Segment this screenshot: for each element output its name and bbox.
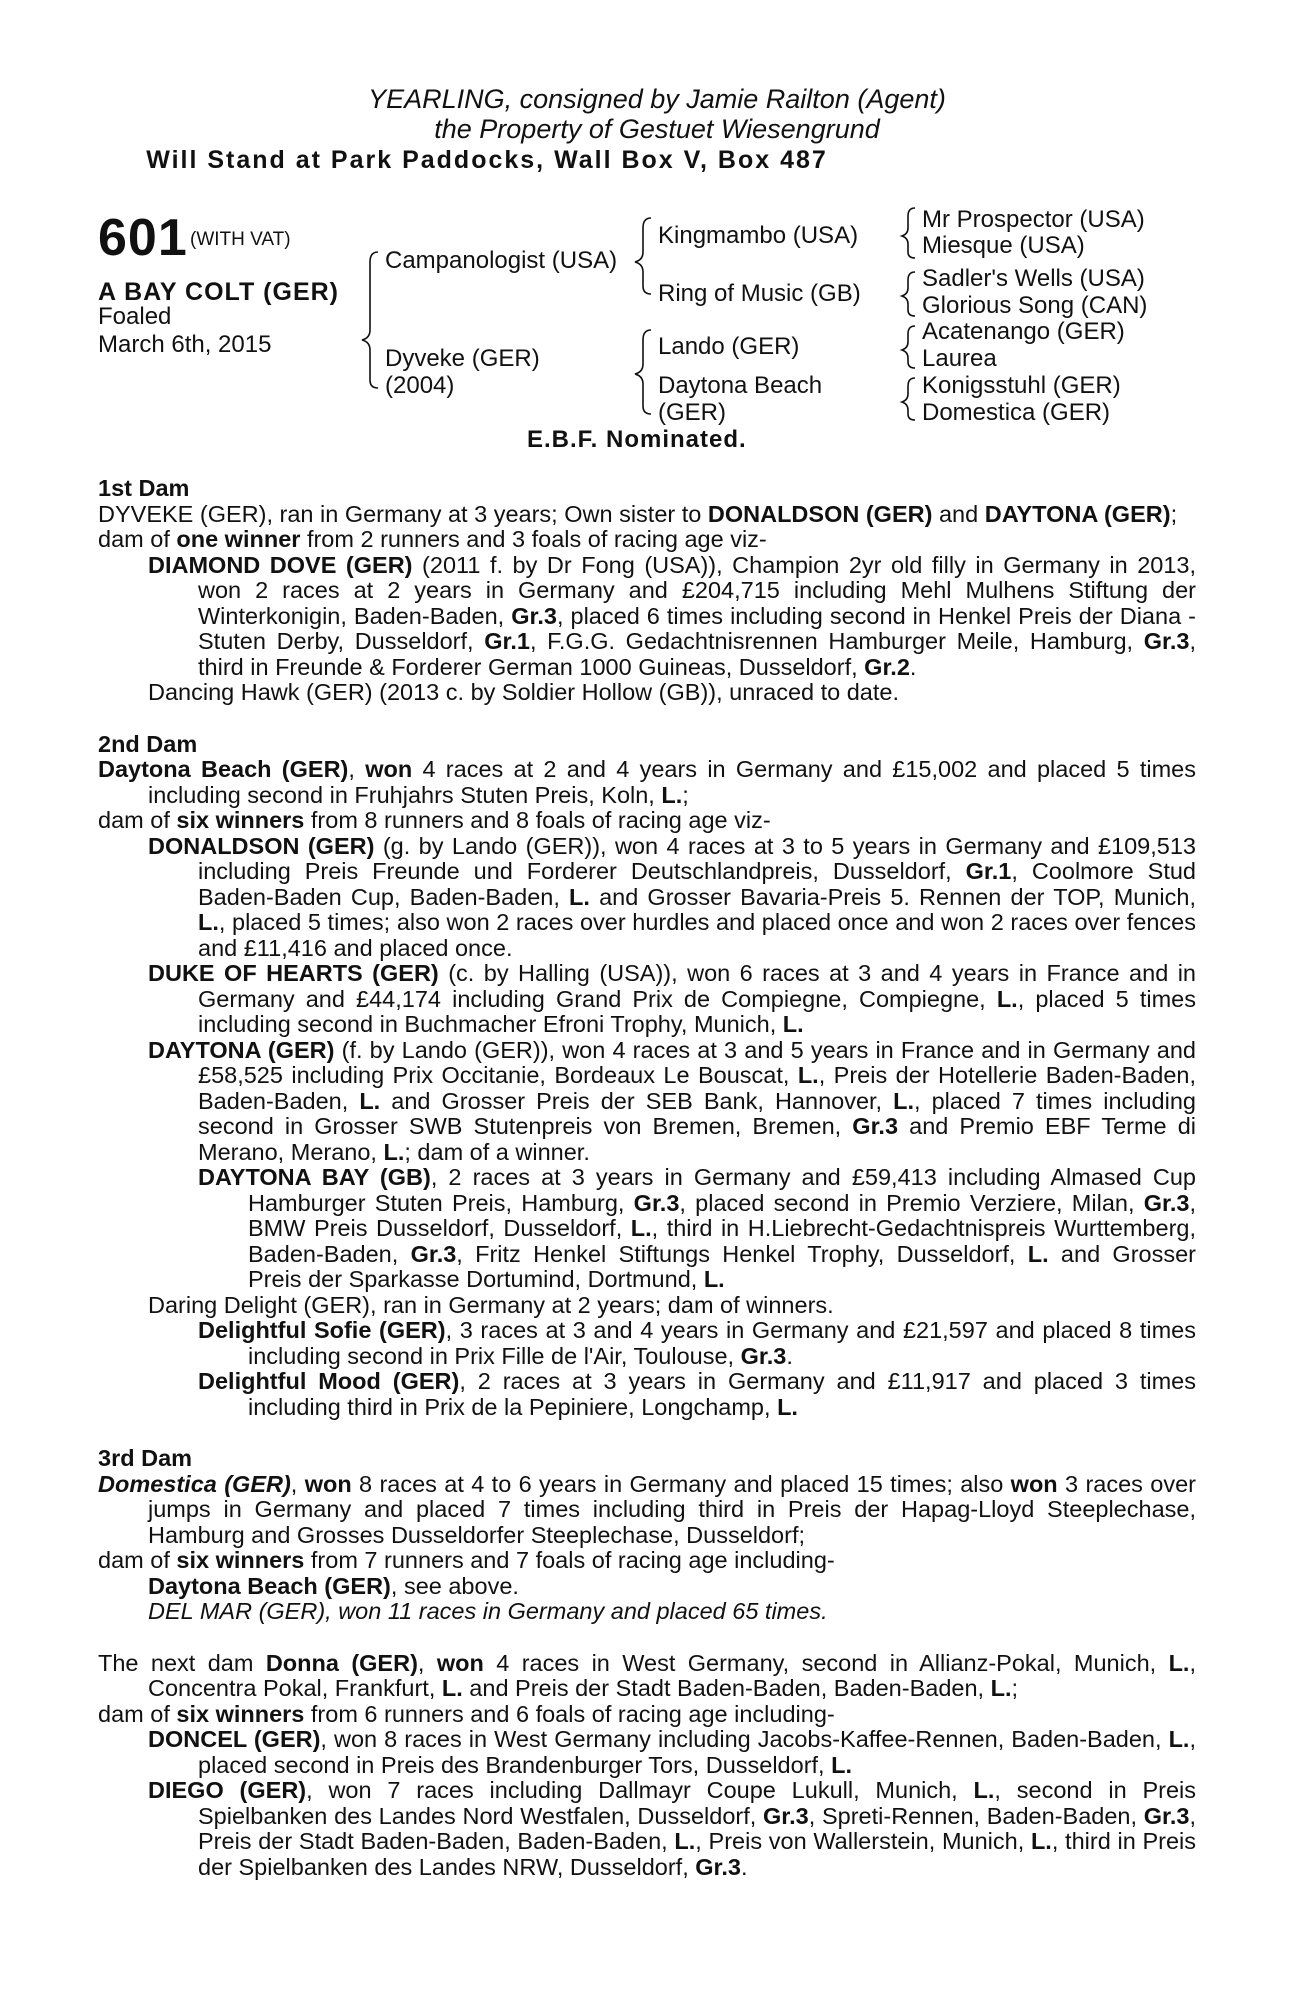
produce-daytona: DAYTONA (GER) (f. by Lando (GER)), won 4 races at 3 and 5 years in France and in Germany and £58,525 including Prix Occitanie, Bordeaux Le Bouscat, L., Preis der Hotellerie Baden-Baden, Baden-Baden, L. and Grosser Preis der SEB Bank, Hannover, L., placed 7 times including second in Grosser SWB Stutenpreis von Bremen, Bremen, Gr.3 and Premio EBF Terme di Merano, Merano, L.; dam of a winner. bbox=[148, 1036, 1196, 1165]
produce-daytona-bay: DAYTONA BAY (GB), 2 races at 3 years in Germany and £59,413 including Almased Cup Hamburger Stuten Preis, Hamburg, Gr.3, placed second in Premio Verziere, Milan, Gr.3, BMW Preis Dusseldorf, Dusseldorf, L., third in H.Liebrecht-Gedachtnispreis Wurttemberg, Baden-Baden, Gr.3, Fritz Henkel Stiftungs Henkel Trophy, Dusseldorf, L. and Grosser Preis der Sparkasse Dortumind, Dortmund, L. bbox=[198, 1164, 1196, 1292]
first-dam-entry: DYVEKE (GER), ran in Germany at 3 years; Own sister to DONALDSON (GER) and DAYTONA (GER); bbox=[98, 500, 1178, 527]
pedigree-g2: Miesque (USA) bbox=[922, 232, 1085, 259]
pedigree-dam: Dyveke (GER) bbox=[385, 345, 540, 372]
produce-delightful-sofie: Delightful Sofie (GER), 3 races at 3 and 4 years in Germany and £21,597 and placed 8 times including second in Prix Fille de l'Air, Toulouse, Gr.3. bbox=[198, 1317, 1197, 1369]
pedigree-g3: Sadler's Wells (USA) bbox=[922, 265, 1145, 292]
produce-duke-of-hearts: DUKE OF HEARTS (GER) (c. by Halling (USA)), won 6 races at 3 and 4 years in France and in Germany and £44,174 including Grand Prix de Compiegne, Compiegne, L., placed 5 times including second in Buchmacher Efroni Trophy, Munich, L. bbox=[148, 960, 1197, 1037]
ebf-nominated: E.B.F. Nominated. bbox=[527, 426, 747, 453]
next-dam-entry: The next dam Donna (GER), won 4 races in West Germany, second in Allianz-Pokal, Munich, L., Concentra Pokal, Frankfurt, L. and Preis der Stadt Baden-Baden, Baden-Baden, L.; bbox=[98, 1649, 1196, 1701]
produce-dancing-hawk: Dancing Hawk (GER) (2013 c. by Soldier Hollow (GB)), unraced to date. bbox=[148, 679, 900, 705]
pedigree-sire-dam: Ring of Music (GB) bbox=[658, 280, 861, 307]
lot-title: A BAY COLT (GER) bbox=[98, 278, 340, 306]
header-line-stand: Will Stand at Park Paddocks, Wall Box V, Box 487 bbox=[146, 146, 828, 174]
pedigree-g4: Glorious Song (CAN) bbox=[922, 292, 1148, 319]
section-heading-2nd-dam: 2nd Dam bbox=[98, 730, 198, 757]
second-dam-produce-summary: dam of six winners from 8 runners and 8 foals of racing age viz- bbox=[98, 807, 771, 833]
first-dam-produce-summary: dam of one winner from 2 runners and 3 foals of racing age viz- bbox=[98, 526, 767, 552]
pedigree-g1: Mr Prospector (USA) bbox=[922, 206, 1145, 233]
brace-g1 bbox=[902, 208, 915, 258]
produce-diego: DIEGO (GER), won 7 races including Dallmayr Coupe Lukull, Munich, L., second in Preis Spielbanken des Landes Nord Westfalen, Dusseldorf, Gr.3, Spreti-Rennen, Baden-Baden, Gr.3, Preis der Stadt Baden-Baden, Baden-Baden, L., Preis von Wallerstein, Munich, L., third in Preis der Spielbanken des Landes NRW, Dusseldorf, Gr.3. bbox=[148, 1777, 1197, 1880]
pedigree-g6: Laurea bbox=[922, 345, 997, 372]
produce-daytona-beach: Daytona Beach (GER), see above. bbox=[148, 1572, 519, 1599]
pedigree-sire-sire: Kingmambo (USA) bbox=[658, 222, 859, 249]
lot-number: 601 bbox=[98, 209, 188, 267]
pedigree-sire: Campanologist (USA) bbox=[385, 247, 618, 274]
header-line-property: the Property of Gestuet Wiesengrund bbox=[434, 114, 880, 144]
catalogue-body bbox=[98, 476, 1196, 1880]
brace-sire bbox=[635, 218, 651, 294]
produce-donaldson: DONALDSON (GER) (g. by Lando (GER)), won 4 races at 3 to 5 years in Germany and £109,513 including Preis Freunde und Forderer Deutschlandpreis, Dusseldorf, Gr.1, Coolmore Stud Baden-Baden Cup, Baden-Baden, L. and Grosser Bavaria-Preis 5. Rennen der TOP, Munich, L., placed 5 times; also won 2 races over hurdles and placed once and won 2 races over fences and £11,416 and placed once. bbox=[148, 832, 1196, 961]
produce-daring-delight: Daring Delight (GER), ran in Germany at 2 years; dam of winners. bbox=[148, 1291, 834, 1318]
brace-main bbox=[362, 252, 378, 388]
third-dam-entry: Domestica (GER), won 8 races at 4 to 6 years in Germany and placed 15 times; also won 3 races over jumps in Germany and placed 7 times including third in Preis der Hapag-Lloyd Steeplechase, Hamburg and Grosses Dusseldorfer Steeplechase, Dusseldorf; bbox=[98, 1470, 1196, 1548]
pedigree-g7: Konigsstuhl (GER) bbox=[922, 372, 1121, 399]
pedigree-dam-sire: Lando (GER) bbox=[658, 333, 800, 360]
brace-g3 bbox=[902, 326, 915, 368]
brace-g2 bbox=[902, 272, 915, 316]
third-dam-produce-summary: dam of six winners from 7 runners and 7 foals of racing age including- bbox=[98, 1547, 835, 1573]
produce-del-mar: DEL MAR (GER), won 11 races in Germany and placed 65 times. bbox=[148, 1598, 828, 1624]
second-dam-entry: Daytona Beach (GER), won 4 races at 2 and 4 years in Germany and £15,002 and placed 5 times including second in Fruhjahrs Stuten Preis, Koln, L.; bbox=[98, 756, 1196, 808]
pedigree-dam-dam-country: (GER) bbox=[658, 399, 726, 426]
pedigree-g8: Domestica (GER) bbox=[922, 399, 1111, 426]
section-heading-3rd-dam: 3rd Dam bbox=[98, 1445, 193, 1471]
brace-g4 bbox=[902, 378, 915, 420]
foaled-date: March 6th, 2015 bbox=[98, 331, 272, 358]
pedigree-g5: Acatenango (GER) bbox=[922, 318, 1125, 345]
foaled-label: Foaled bbox=[98, 303, 172, 330]
header-line-consignor: YEARLING, consigned by Jamie Railton (Agent) bbox=[368, 84, 946, 114]
section-heading-1st-dam: 1st Dam bbox=[98, 475, 190, 501]
brace-dam bbox=[635, 330, 651, 414]
next-dam-produce-summary: dam of six winners from 6 runners and 6 foals of racing age including- bbox=[98, 1700, 835, 1727]
produce-delightful-mood: Delightful Mood (GER), 2 races at 3 years in Germany and £11,917 and placed 3 times including third in Prix de la Pepiniere, Longchamp, L. bbox=[198, 1368, 1196, 1420]
produce-diamond-dove: DIAMOND DOVE (GER) (2011 f. by Dr Fong (USA)), Champion 2yr old filly in Germany in 2013, won 2 races at 2 years in Germany and £204,715 including Mehl Mulhens Stiftung der Winterkonigin, Baden-Baden, Gr.3, placed 6 times including second in Henkel Preis der Diana - Stuten Derby, Dusseldorf, Gr.1, F.G.G. Gedachtnisrennen Hamburger Meile, Hamburg, Gr.3, third in Freunde & Forderer German 1000 Guineas, Dusseldorf, Gr.2. bbox=[148, 551, 1197, 680]
pedigree-dam-year: (2004) bbox=[385, 372, 455, 399]
produce-doncel: DONCEL (GER), won 8 races in West Germany including Jacobs-Kaffee-Rennen, Baden-Baden, L., placed second in Preis des Brandenburger Tors, Dusseldorf, L. bbox=[148, 1726, 1196, 1778]
lot-vat: (WITH VAT) bbox=[190, 229, 291, 250]
pedigree-dam-dam: Daytona Beach bbox=[658, 372, 823, 399]
